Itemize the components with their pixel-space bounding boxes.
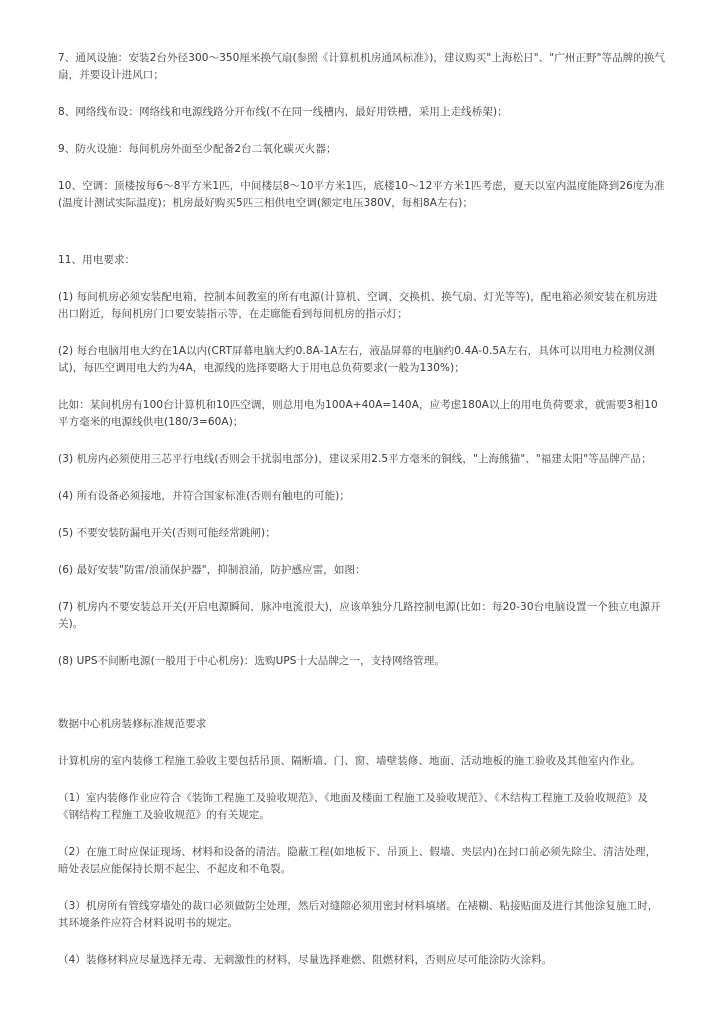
paragraph-ventilation: 7、通风设施：安装2台外径300～350厘米换气扇(参照《计算机机房通风标准》)，建议购买"上海松日"、"广州正野"等品牌的换气扇，并要设计进风口； <box>58 52 666 81</box>
paragraph-power-6: (6) 最好安装"防雷/浪涌保护器"，抑制浪涌，防护感应雷，如图： <box>58 564 366 576</box>
paragraph-power-5: (5) 不要安装防漏电开关(否则可能经常跳闸)； <box>58 527 276 539</box>
paragraph-power-3: (3) 机房内必须使用三芯平行电线(否则会干扰弱电部分)，建议采用2.5平方毫米的铜线，"上海熊猫"、"福建太阳"等品牌产品； <box>58 453 652 465</box>
paragraph-fire-protection: 9、防火设施：每间机房外面至少配备2台二氧化碳灭火器； <box>58 143 337 155</box>
paragraph-power-2: (2) 每台电脑用电大约在1A以内(CRT屏幕电脑大约0.8A-1A左右，液晶屏幕的电脑约0.4A-0.5A左右，具体可以用电力检测仪测试)，每匹空调用电大约为4A，电源线的选择要略大于用电总负荷要求(一般为130%)； <box>58 345 655 374</box>
paragraph-power-8: (8) UPS不间断电源(一般用于中心机房)：选购UPS十大品牌之一，支持网络管理。 <box>58 655 445 667</box>
paragraph-power-4: (4) 所有设备必须接地，并符合国家标准(否则有触电的可能)； <box>58 490 351 502</box>
paragraph-decoration-2: （2）在施工时应保证现场、材料和设备的清洁。隐蔽工程(如地板下、吊顶上、假墙、夹层内)在封口前必须先除尘、清洁处理，暗处表层应能保持长期不起尘、不起皮和不龟裂。 <box>58 846 657 875</box>
paragraph-power-example: 比如：某间机房有100台计算机和10匹空调，则总用电为100A+40A=140A，应考虑180A以上的用电负荷要求，就需要3相10平方毫米的电源线供电(180/3=60A)； <box>58 399 658 428</box>
paragraph-power-1: (1) 每间机房必须安装配电箱，控制本间教室的所有电源(计算机、空调、交换机、换气扇、灯光等等)，配电箱必须安装在机房进出口附近，每间机房门口要安装指示等，在走廊能看到每间机房的指示灯； <box>58 291 658 320</box>
paragraph-decoration-4: （4）装修材料应尽量选择无毒、无刺激性的材料，尽量选择难燃、阻燃材料，否则应尽可能涂防火涂料。 <box>58 954 553 966</box>
paragraph-decoration-intro: 计算机房的室内装修工程施工验收主要包括吊顶、隔断墙、门、窗、墙壁装修、地面、活动地板的施工验收及其他室内作业。 <box>58 755 641 767</box>
paragraph-decoration-3: （3）机房所有管线穿墙处的裁口必须做防尘处理，然后对缝隙必须用密封材料填堵。在裱糊、粘接贴面及进行其他涂复施工时，其环境条件应符合材料说明书的规定。 <box>58 900 659 929</box>
paragraph-network-cabling: 8、网络线布设：网络线和电源线路分开布线(不在同一线槽内，最好用铁槽，采用上走线桥架)； <box>58 106 508 118</box>
paragraph-power-7: (7) 机房内不要安装总开关(开启电源瞬间，脉冲电流很大)，应该单独分几路控制电源(比如：每20-30台电脑设置一个独立电源开关)。 <box>58 601 661 630</box>
paragraph-decoration-1: （1）室内装修作业应符合《装饰工程施工及验收规范》、《地面及楼面工程施工及验收规范》、《木结构工程施工及验收规范》及《钢结构工程施工及验收规范》的有关规定。 <box>58 792 648 821</box>
section-title-decoration-standards: 数据中心机房装修标准规范要求 <box>58 718 207 730</box>
paragraph-air-conditioning: 10、空调：顶楼按每6～8平方米1匹，中间楼层8～10平方米1匹，底楼10～12平方米1匹考虑，夏天以室内温度能降到26度为准(温度计测试实际温度)；机房最好购买5匹三相供电空调(额定电压380V，每相8A左右)； <box>58 180 665 209</box>
heading-power-requirements: 11、用电要求： <box>58 254 136 266</box>
